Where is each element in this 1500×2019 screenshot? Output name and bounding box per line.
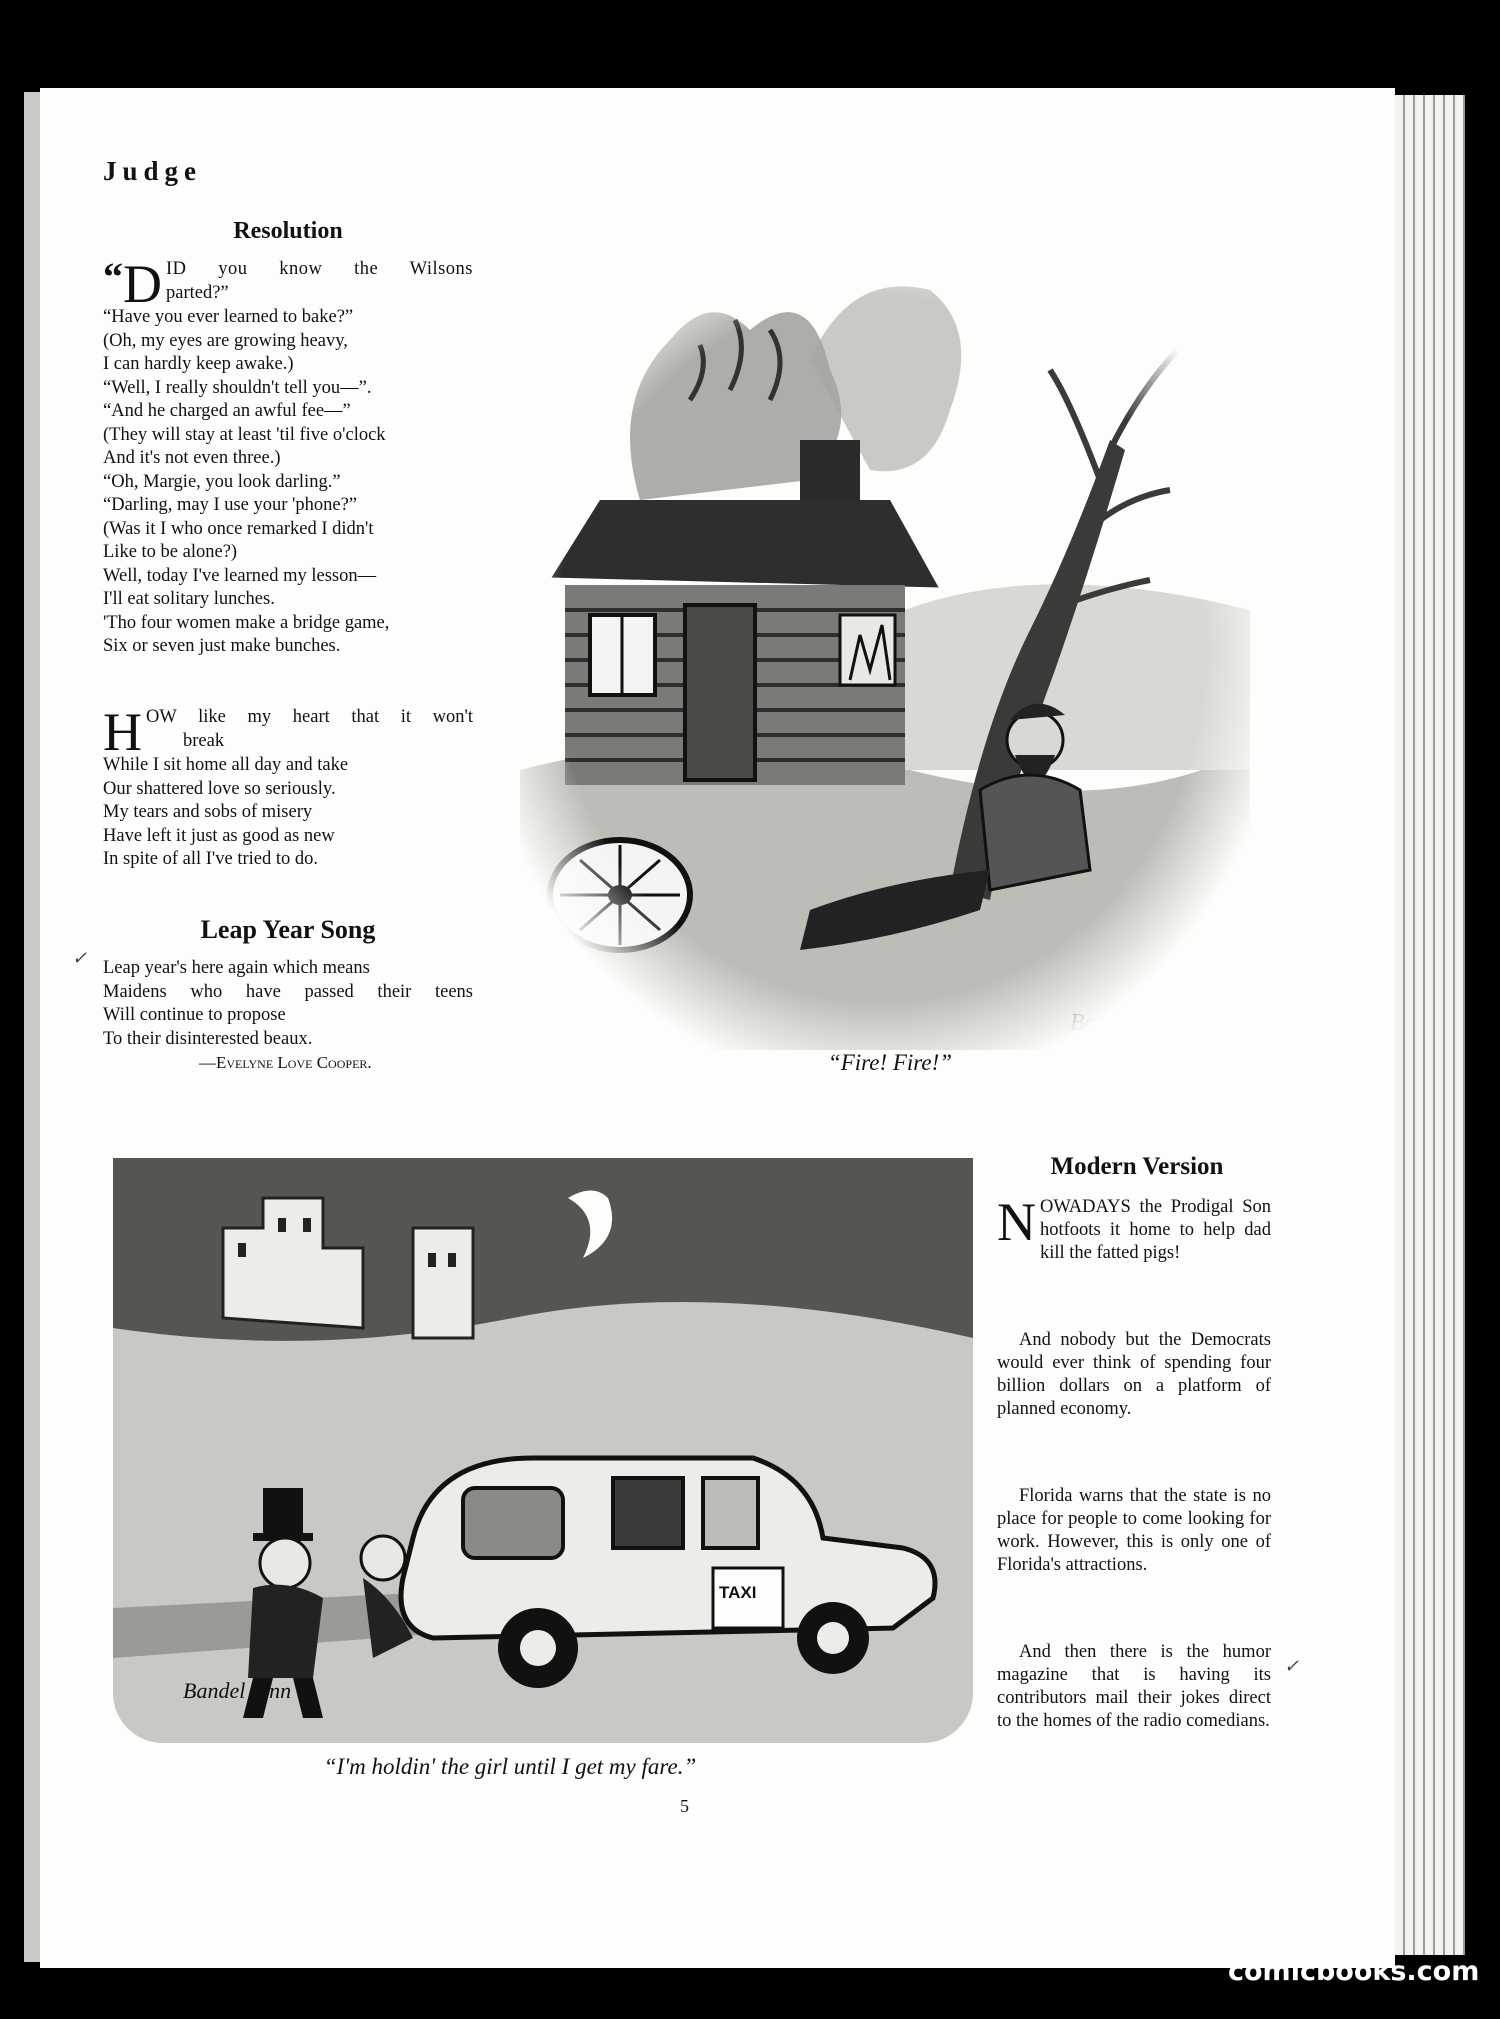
resolution-line: “Darling, may I use your 'phone?” <box>103 495 358 515</box>
modern-paragraph: Florida warns that the state is no place for people to come looking for work. However, this is only one of Florida's attractions. <box>997 1486 1271 1575</box>
how-line: While I sit home all day and take <box>103 755 349 775</box>
resolution-line: Six or seven just make bunches. <box>103 636 341 656</box>
resolution-line: “Well, I really shouldn't tell you—”. <box>103 377 372 398</box>
modern-paragraph: And nobody but the Democrats would ever think of spending four billion dollars on a platform of planned economy. <box>997 1330 1271 1419</box>
resolution-line: And it's not even three.) <box>103 448 281 468</box>
resolution-title: Resolution <box>233 218 343 244</box>
how-line: OW like my heart that it won't <box>146 707 473 727</box>
leap-year-line: Maidens who have passed their teens <box>103 981 473 1002</box>
fire-cartoon <box>510 250 1250 1050</box>
leap-year-title: Leap Year Song <box>200 915 376 944</box>
resolution-line: ID you know the Wilsons <box>166 259 473 279</box>
how-line: My tears and sobs of misery <box>103 802 313 822</box>
page-number: 5 <box>680 1796 689 1816</box>
taxi-cartoon-signature: Bandel Linn <box>183 1678 292 1703</box>
how-line: In spite of all I've tried to do. <box>103 849 318 869</box>
leap-year-poem <box>103 957 473 1075</box>
modern-paragraph: And then there is the humor magazine that is having its contributors mail their jokes direct to the homes of the radio comedians. <box>997 1642 1271 1731</box>
leap-year-line: Leap year's here again which means <box>103 958 370 978</box>
leap-year-line: Will continue to propose <box>103 1005 286 1025</box>
how-line: Our shattered love so seriously. <box>103 778 336 799</box>
site-watermark: comicbooks.com <box>1228 1956 1480 1987</box>
resolution-line: “Oh, Margie, you look darling.” <box>103 471 341 492</box>
resolution-line: parted?” <box>166 282 229 303</box>
modern-version-first-paragraph <box>997 1192 1271 1265</box>
resolution-line: “And he charged an awful fee—” <box>103 401 351 421</box>
page-edges <box>1395 95 1465 1955</box>
resolution-line: “Have you ever learned to bake?” <box>103 307 354 327</box>
magazine-header: Judge <box>103 156 203 186</box>
resolution-poem <box>103 258 473 659</box>
modern-first-text: OWADAYS the Prodigal Son hotfoots it home to help dad kill the fatted pigs! <box>1040 1197 1271 1263</box>
resolution-line: 'Tho four women make a bridge game, <box>103 612 390 633</box>
resolution-line: Well, today I've learned my lesson— <box>103 565 377 586</box>
how-drop-cap: H <box>103 706 142 754</box>
resolution-line: I can hardly keep awake.) <box>103 354 294 374</box>
resolution-line: (They will stay at least 'til five o'clock <box>103 424 386 445</box>
taxi-sign: TAXI <box>719 1583 757 1602</box>
margin-mark: ✓ <box>72 948 88 968</box>
resolution-line: Like to be alone?) <box>103 542 238 562</box>
modern-version-column <box>997 1192 1271 1733</box>
how-line: Have left it just as good as new <box>103 825 335 846</box>
taxi-cartoon <box>113 1158 973 1743</box>
page-binding <box>24 92 40 1962</box>
how-poem <box>103 706 473 872</box>
leap-year-byline: —Evelyne Love Cooper. <box>199 1053 372 1072</box>
how-line: break <box>183 730 225 751</box>
resolution-line: (Was it I who once remarked I didn't <box>103 518 374 539</box>
resolution-drop-cap: D <box>123 258 162 306</box>
open-quote: “ <box>103 258 123 299</box>
modern-drop-cap: N <box>997 1192 1036 1252</box>
fire-caption: “Fire! Fire!” <box>827 1050 953 1075</box>
resolution-line: I'll eat solitary lunches. <box>103 589 275 609</box>
taxi-caption: “I'm holdin' the girl until I get my fare.” <box>323 1754 697 1779</box>
modern-version-title: Modern Version <box>1050 1153 1224 1180</box>
resolution-line: (Oh, my eyes are growing heavy, <box>103 330 348 351</box>
margin-mark: ✓ <box>1284 1656 1300 1676</box>
leap-year-line: To their disinterested beaux. <box>103 1028 313 1049</box>
